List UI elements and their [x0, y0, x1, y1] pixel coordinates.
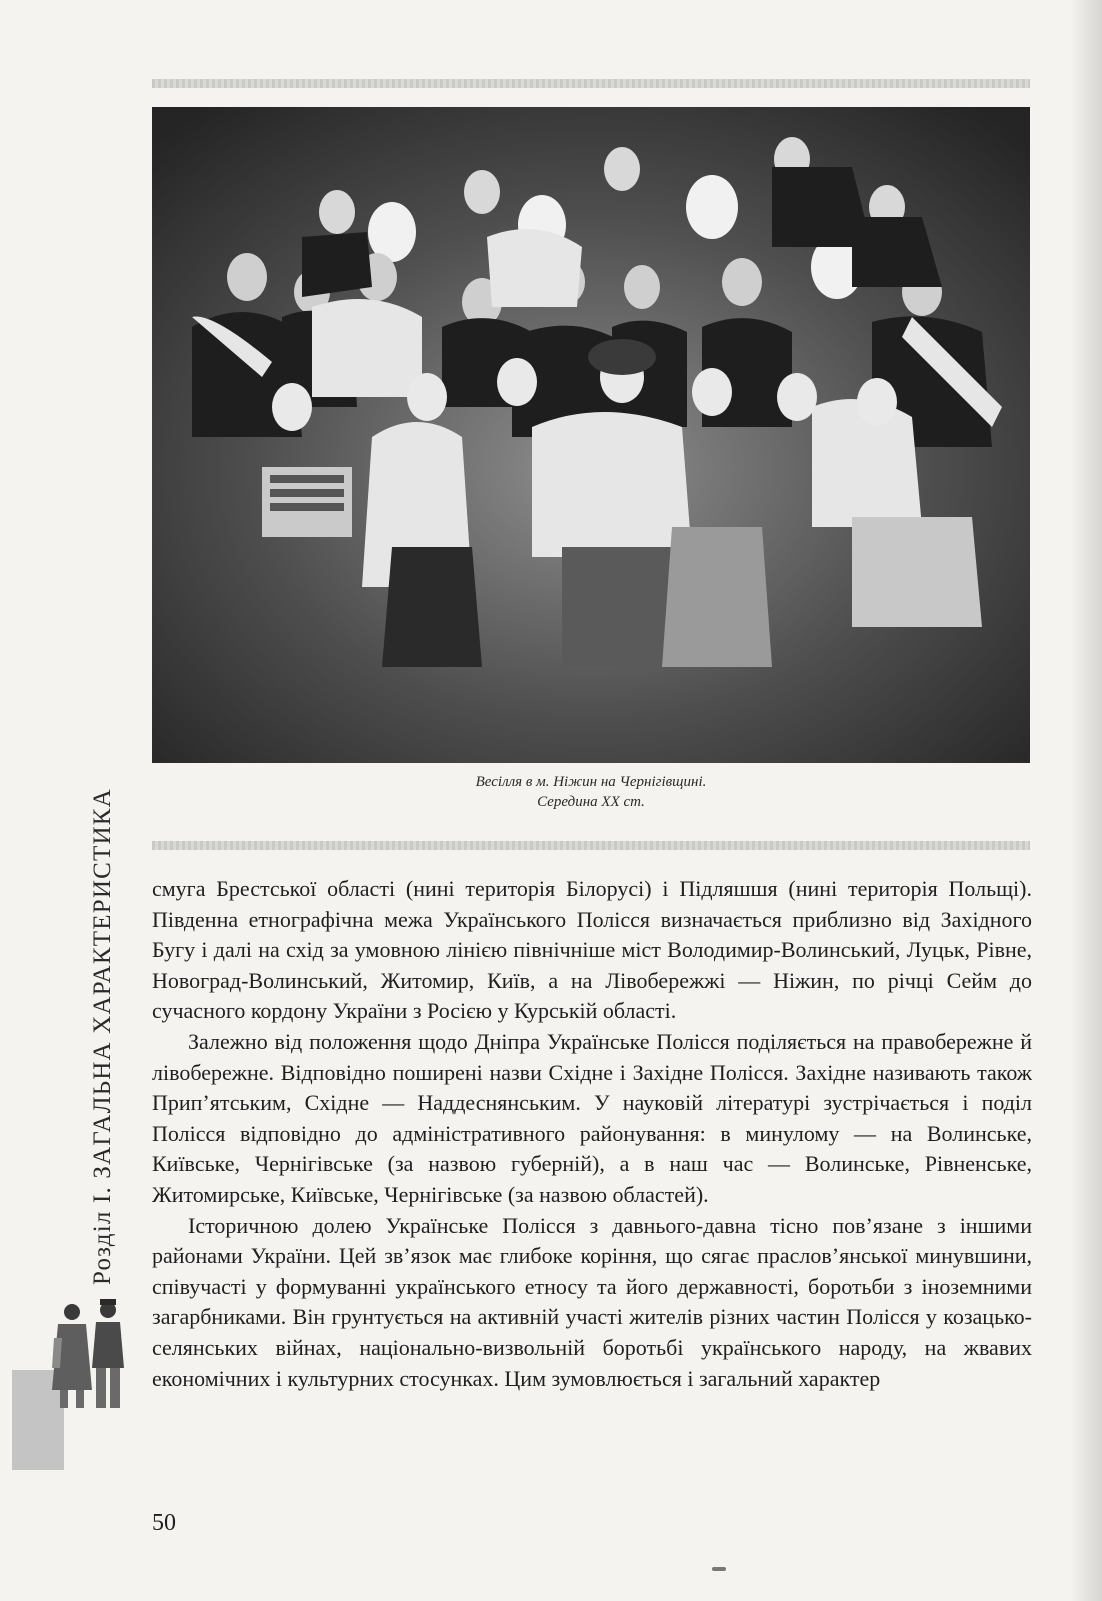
print-speck [712, 1567, 726, 1571]
wedding-group-photo [152, 107, 1030, 763]
paragraph-1: смуга Брестської області (нині територія Білорусі) і Підляшшя (нині територія Польщі). Південна етнографічна межа Українського Полісся визначається приблизно від Західного Бугу і далі на схід за умовною лінією північніше міст Володимир-Волинський, Луцьк, Рівне, Новоград-Волинський, Житомир, Київ, а на Лівобережжі — Ніжин, по річці Сейм до сучасного кордону України з Росією у Курській області. [152, 876, 1032, 1024]
photo-caption [152, 772, 1030, 812]
paragraph-2: Залежно від положення щодо Дніпра Українське Полісся поділяється на правобережне й лівобережне. Відповідно поширені назви Східне і Західне Полісся. Західне називають також Прип’ятським, Східне — Наддеснянським. У науковій літературі зустрічається і поділ Полісся відповідно до адміністративного районування: в минулому — на Волинське, Київське, Чернігівське (за назвою губерній), а в наш час — Волинське, Рівненське, Житомирське, Київське, Чернігівське (за назвою областей). [152, 1028, 1032, 1207]
page-edge-shadow [1070, 0, 1102, 1601]
decorative-rule-bottom [152, 841, 1030, 850]
decorative-rule-top [152, 79, 1030, 88]
page-number: 50 [152, 1510, 176, 1536]
paragraph-3: Історичною долею Українське Полісся з давнього-давна тісно пов’язане з іншими районами України. Цей зв’язок має глибоке коріння, що сягає праслов’янської минувшини, співучасті у формуванні українського етносу та його державності, боротьби з іноземними загарбниками. Він грунтується на активній участі жителів різних частин Полісся у козацько-селянських війнах, національно-визвольній боротьбі українського народу, на жвавих економічних і культурних стосунках. Цим зумовлюється і загальний характер [152, 1212, 1032, 1391]
section-side-title: Розділ I. ЗАГАЛЬНА ХАРАКТЕРИСТИКА [89, 788, 116, 1285]
folk-couple-icon [40, 1298, 140, 1418]
main-text [152, 874, 1032, 1394]
caption-line-1: Весілля в м. Ніжин на Чернігівщині. [475, 774, 707, 790]
caption-line-2: Середина XX ст. [537, 794, 645, 810]
